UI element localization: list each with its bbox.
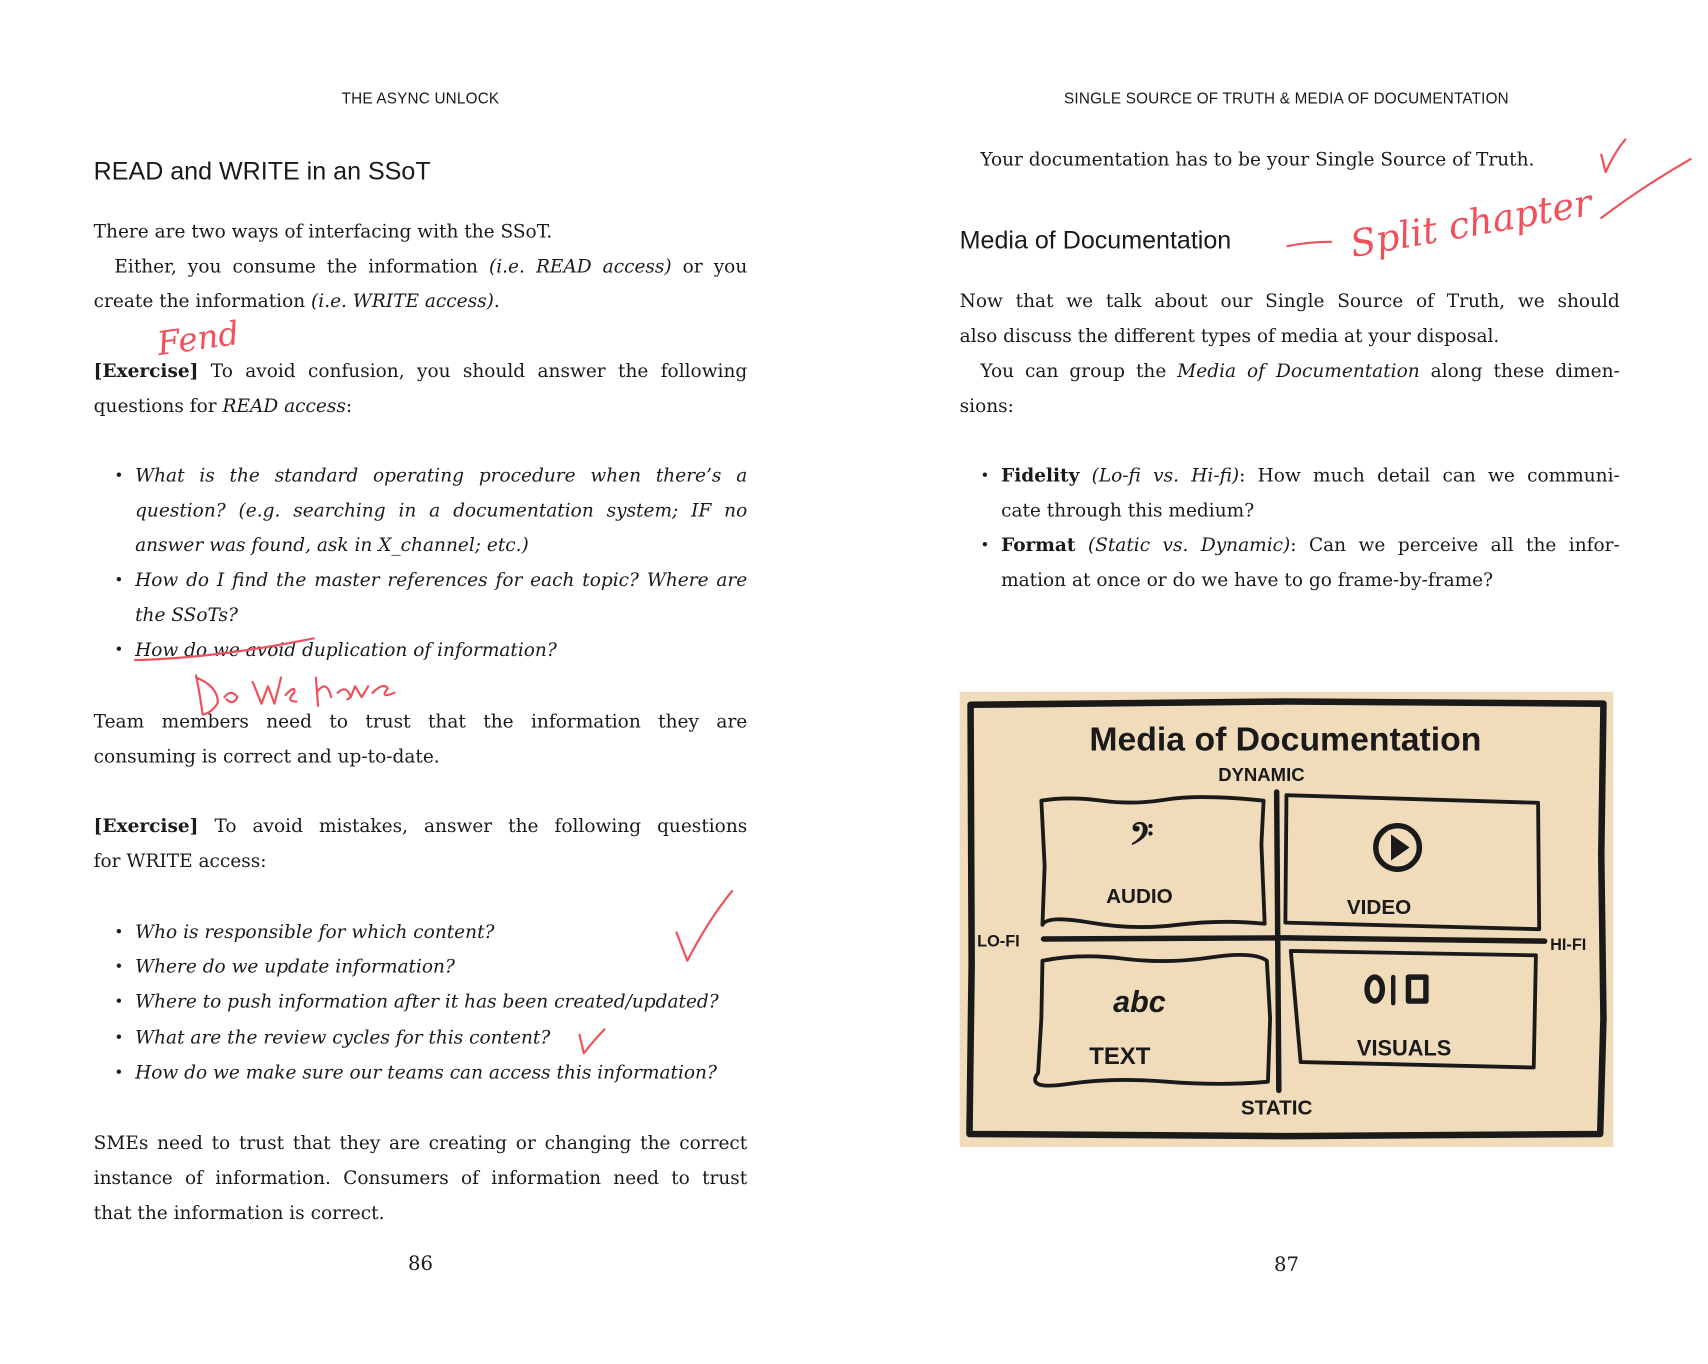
text: To avoid confusion, you should answer the following bbox=[198, 360, 748, 383]
italic-text: What are the review cycles for this content? bbox=[135, 1027, 551, 1049]
italic-text: the SSoTs? bbox=[135, 604, 238, 627]
bullet: • bbox=[114, 641, 124, 660]
text: SMEs need to trust that they are creating or changing the correct bbox=[93, 1132, 748, 1155]
smes-line bbox=[94, 1161, 748, 1196]
italic-text: How do I find the master references for each topic? Where are bbox=[135, 569, 748, 592]
exercise-tag: [Exercise] bbox=[93, 360, 199, 383]
audio-label: AUDIO bbox=[1106, 885, 1173, 909]
bullet: • bbox=[114, 467, 124, 485]
text: Your documentation has to be your Single Source of Truth. bbox=[980, 149, 1535, 172]
bullet: • bbox=[980, 537, 990, 555]
page-number-left: 86 bbox=[407, 1252, 433, 1276]
vertical-axis bbox=[1277, 792, 1279, 1090]
term: Format bbox=[1001, 534, 1076, 557]
para-line bbox=[960, 284, 1620, 319]
text: along these dimen- bbox=[1419, 360, 1620, 383]
italic-text: How do we avoid duplication of information? bbox=[135, 639, 557, 662]
italic-text: (Lo-fi vs. Hi-fi) bbox=[1079, 465, 1240, 487]
format-line bbox=[1001, 528, 1620, 563]
figure-title: Media of Documentation bbox=[1089, 720, 1482, 759]
text-label: TEXT bbox=[1089, 1043, 1151, 1071]
bullet: • bbox=[114, 1029, 124, 1047]
team-trust-line bbox=[94, 705, 748, 740]
italic-text: answer was found, ask in X_channel; etc.) bbox=[135, 534, 529, 557]
read-question-line bbox=[135, 459, 747, 494]
visuals-icon-square bbox=[1408, 977, 1425, 1001]
visuals-label: VISUALS bbox=[1356, 1035, 1452, 1061]
text: also discuss the different types of media at your disposal. bbox=[959, 325, 1500, 348]
italic-text: Where do we update information? bbox=[135, 956, 455, 979]
read-question-line bbox=[135, 563, 747, 598]
italic-text: READ access bbox=[222, 395, 346, 418]
write-question bbox=[135, 915, 747, 950]
text: mation at once or do we have to go frame-by-frame? bbox=[1001, 569, 1494, 592]
media-of-documentation-figure bbox=[960, 692, 1614, 1147]
text: or you bbox=[671, 255, 748, 278]
text: that the information is correct. bbox=[93, 1202, 385, 1225]
axis-label-dynamic: DYNAMIC bbox=[1218, 764, 1305, 786]
text: : Can we perceive all the infor- bbox=[1290, 534, 1620, 557]
bullet: • bbox=[114, 1064, 124, 1082]
text: Team members need to trust that the information they are bbox=[93, 711, 748, 734]
text: cate through this medium? bbox=[1001, 499, 1255, 522]
text: You can group the bbox=[980, 360, 1178, 383]
term: Fidelity bbox=[1001, 465, 1080, 487]
text: questions for bbox=[93, 395, 223, 418]
text: Now that we talk about our Single Source of Truth, we should bbox=[959, 290, 1620, 313]
italic-text: How do we make sure our teams can access this information? bbox=[135, 1062, 717, 1084]
exercise-read-line bbox=[94, 354, 748, 389]
text: consuming is correct and up-to-date. bbox=[93, 746, 440, 768]
bullet: • bbox=[114, 923, 124, 942]
text: To avoid mistakes, answer the following questions bbox=[198, 815, 748, 838]
read-question-line bbox=[135, 598, 747, 633]
team-trust-line bbox=[94, 740, 748, 775]
para-line bbox=[960, 319, 1620, 354]
section-heading-media: Media of Documentation bbox=[959, 225, 1232, 254]
bullet: • bbox=[980, 467, 990, 485]
text: for WRITE access: bbox=[93, 850, 267, 873]
opening-line bbox=[960, 143, 1620, 178]
italic-text: (i.e. WRITE access) bbox=[311, 290, 494, 313]
text-box bbox=[1035, 955, 1270, 1086]
text: Either, you consume the information bbox=[114, 255, 490, 278]
handwritten-note-fend: Fend bbox=[154, 313, 242, 364]
visuals-icon-circle bbox=[1367, 977, 1382, 1001]
read-question-line bbox=[135, 633, 747, 668]
text: : bbox=[345, 395, 353, 418]
italic-text: (Static vs. Dynamic) bbox=[1075, 534, 1291, 557]
read-question-line bbox=[135, 493, 747, 528]
write-question bbox=[135, 1021, 747, 1056]
running-header-left: THE ASYNC UNLOCK bbox=[341, 89, 500, 107]
format-line bbox=[1001, 563, 1620, 598]
smes-line bbox=[94, 1196, 748, 1231]
text: There are two ways of interfacing with the SSoT. bbox=[93, 221, 553, 243]
intro-line bbox=[94, 284, 748, 319]
exercise-read-line bbox=[94, 389, 748, 424]
para-line bbox=[960, 389, 1620, 424]
bass-clef-icon: 𝄢 bbox=[1129, 816, 1154, 859]
write-question bbox=[135, 985, 747, 1020]
italic-text: Where to push information after it has been created/updated? bbox=[135, 991, 719, 1014]
fidelity-line bbox=[1001, 459, 1620, 494]
smes-line bbox=[94, 1126, 748, 1161]
text: create the information bbox=[93, 290, 312, 313]
write-question bbox=[135, 1056, 747, 1091]
text-glyph-abc: abc bbox=[1113, 984, 1166, 1019]
exercise-write-line bbox=[94, 809, 748, 844]
exercise-tag: [Exercise] bbox=[93, 815, 199, 838]
italic-text: (i.e. READ access) bbox=[489, 255, 672, 278]
horizontal-axis bbox=[1044, 938, 1545, 941]
read-question-line bbox=[135, 528, 747, 563]
axis-label-hifi: HI-FI bbox=[1550, 935, 1587, 954]
text: sions: bbox=[959, 395, 1014, 418]
write-question bbox=[135, 950, 747, 985]
text: : How much detail can we communi- bbox=[1239, 465, 1620, 487]
italic-text: Media of Documentation bbox=[1177, 360, 1420, 383]
bullet: • bbox=[114, 993, 124, 1011]
bullet: • bbox=[114, 958, 124, 977]
page-number-right: 87 bbox=[1273, 1253, 1299, 1277]
axis-label-static: STATIC bbox=[1240, 1096, 1313, 1120]
running-header-right: SINGLE SOURCE OF TRUTH & MEDIA OF DOCUMENTATION bbox=[1064, 89, 1509, 107]
intro-line bbox=[94, 249, 748, 284]
axis-label-lofi: LO-FI bbox=[977, 932, 1020, 951]
text: instance of information. Consumers of information need to trust bbox=[93, 1167, 748, 1190]
video-label: VIDEO bbox=[1346, 895, 1412, 919]
note-dash bbox=[1288, 242, 1332, 246]
section-heading-read-write: READ and WRITE in an SSoT bbox=[93, 156, 431, 186]
para-line bbox=[960, 354, 1620, 389]
italic-text: question? (e.g. searching in a documentation system; IF no bbox=[135, 499, 748, 522]
exercise-write-line bbox=[94, 844, 748, 879]
fidelity-line bbox=[1001, 493, 1620, 528]
handwritten-note-split-chapter: Split chapter bbox=[1347, 181, 1595, 266]
italic-text: Who is responsible for which content? bbox=[135, 921, 495, 944]
text: . bbox=[493, 290, 500, 313]
intro-line bbox=[94, 215, 748, 250]
bullet: • bbox=[114, 571, 124, 590]
play-triangle-icon bbox=[1391, 834, 1410, 860]
italic-text: What is the standard operating procedure when there’s a bbox=[135, 465, 748, 487]
